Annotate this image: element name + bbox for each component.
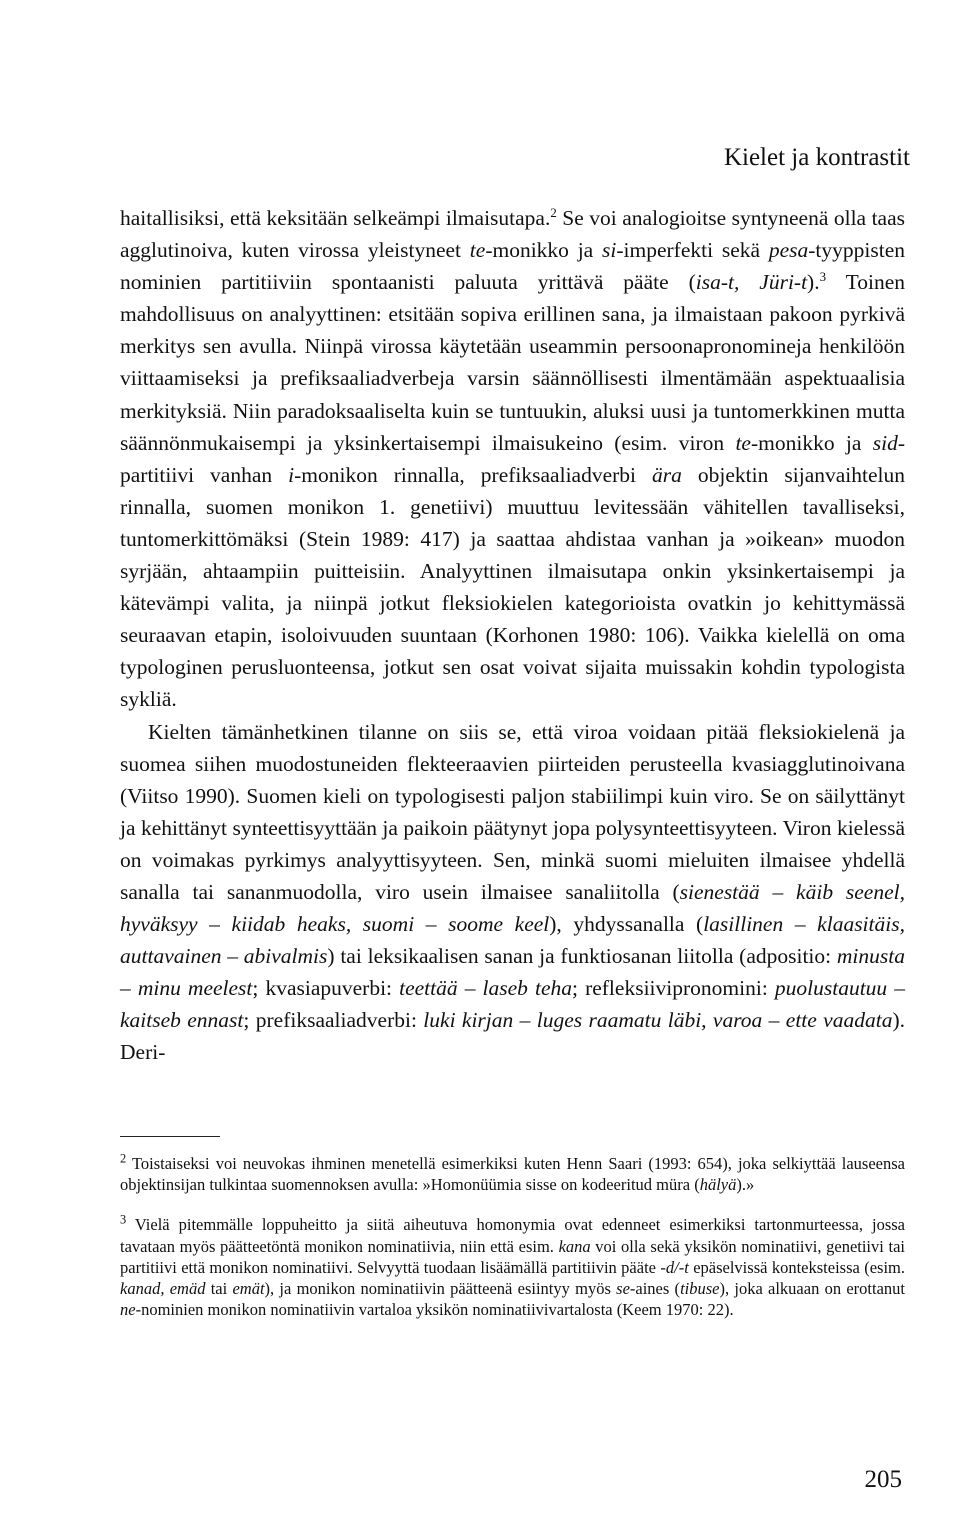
body-text xyxy=(120,202,905,1069)
italic-term: teettää – laseb teha xyxy=(399,976,573,1001)
text-span: ). xyxy=(807,270,820,295)
text-span: Kielten tämänhetkinen tilanne on siis se, että viroa voidaan pitää fleksiokielenä ja suomea siihen muodostuneiden flekteeraavien piirteiden perusteella kvasiagglutinoivana (Viitso 1990). Suomen kieli on typologisesti paljon stabiilimpi kuin viro. Se on säilyttänyt ja kehittänyt synteettisyyttään ja paikoin päätynyt jopa polysynteettisyyteen. Viron kielessä on voimakas pyrkimys analyyttisyyteen. Sen, minkä suomi mieluiten ilmaisee yhdellä sanalla tai sananmuodolla, viro usein ilmaisee sanaliitolla ( xyxy=(120,719,905,904)
text-span: ), yhdyssanalla ( xyxy=(549,912,704,937)
text-span: ) tai leksikaalisen sanan ja funktiosanan liitolla (adpositio: xyxy=(327,944,837,969)
text-span: ). Deri- xyxy=(120,1008,905,1065)
text-span: ), joka alkuaan on erottanut xyxy=(719,1279,905,1299)
text-span: Vielä pitemmälle loppuheitto ja siitä aiheutuva homonymia ovat edenneet esimerkiksi tartonmurteessa, jossa tavataan myös päätteetöntä monikon nominatiivia, niin että esim. xyxy=(120,1215,905,1256)
italic-term: -d/-t xyxy=(660,1257,689,1277)
text-span: -partitiivi vanhan xyxy=(120,430,906,487)
text-span: Toistaiseksi voi neuvokas ihminen menetellä esimerkiksi kuten Henn Saari (1993: 654), joka selkiyttää lauseensa objektinsijan tulkintaa suomennoksen avulla: »Homonüümia sisse on kodeeritud müra ( xyxy=(120,1154,905,1195)
italic-term: puolustautuu – kaitseb ennast xyxy=(120,976,905,1033)
text-span: -nominien monikon nominatiivin vartaloa yksikön nominatiivivartalosta (Keem 1970: 22). xyxy=(135,1300,734,1320)
footnote xyxy=(120,1153,905,1195)
italic-term: sienestää – käib seenel, hyväksyy – kiidab heaks, suomi – soome keel xyxy=(120,879,905,937)
italic-term: minusta – minu meelest xyxy=(120,944,905,1001)
footnote-number: 3 xyxy=(120,1212,127,1227)
italic-term: luki kirjan – luges raamatu läbi, varoa – ette vaadata xyxy=(423,1008,893,1033)
text-span: ), ja monikon nominatiivin päätteenä esiintyy myös xyxy=(264,1279,617,1299)
italic-term: ära xyxy=(652,462,682,487)
running-header: Kielet ja kontrastit xyxy=(723,144,910,171)
footnote-ref: 2 xyxy=(550,205,557,220)
text-span: haitallisiksi, että keksitään selkeämpi ilmaisutapa. xyxy=(120,206,551,230)
page-number: 205 xyxy=(864,1466,902,1493)
text-span: ).» xyxy=(736,1175,755,1195)
italic-term: hälyä xyxy=(699,1175,737,1195)
footnote-number: 2 xyxy=(120,1151,127,1166)
italic-term: te xyxy=(735,430,751,455)
text-span: epäselvissä konteksteissa (esim. xyxy=(688,1257,905,1277)
italic-term: pesa xyxy=(768,238,809,263)
italic-term: ne xyxy=(120,1300,136,1320)
footnote-ref: 3 xyxy=(819,270,827,285)
text-span: -aines ( xyxy=(629,1279,681,1299)
footnotes xyxy=(120,1153,905,1339)
text-span: voi olla sekä yksikön nominatiivi, genetiivi tai partitiivi että monikon nominatiivi. Selvyyttä tuodaan lisäämällä partitiivin pääte xyxy=(120,1236,905,1277)
italic-term: kanad, emäd xyxy=(120,1279,206,1299)
italic-term: lasillinen – klaasitäis, auttavainen – abivalmis xyxy=(120,912,905,969)
text-span: ; refleksiivipronomini: xyxy=(572,976,775,1001)
text-span: -monikon rinnalla, prefiksaaliadverbi xyxy=(294,462,653,487)
text-span: ; prefiksaaliadverbi: xyxy=(243,1008,424,1033)
text-span: tai xyxy=(205,1279,233,1299)
text-span: objektin sijanvaihtelun rinnalla, suomen monikon 1. genetiivi) muuttuu levitessään vähitellen tavalliseksi, tuntomerkittömäksi (Stein 1989: 417) ja saattaa ahdistaa vanhan ja »oikean» muodon syrjään, ahtaampiin puitteisiin. Analyyttinen ilmaisutapa onkin yksinkertaisempi ja kätevämpi valita, ja niinpä jotkut fleksiokielen kategorioista ovatkin jo kehittymässä seuraavan etapin, isoloivuuden suuntaan (Korhonen 1980: 106). Vaikka kielellä on oma typologinen perusluonteensa, jotkut sen osat voivat sijaita muissakin kohdin typologista sykliä. xyxy=(120,462,905,712)
italic-term: se xyxy=(616,1279,630,1299)
text-span: Se voi analogioitse syntyneenä olla taas agglutinoiva, kuten virossa yleistyneet xyxy=(120,206,906,263)
text-span: ; kvasiapuverbi: xyxy=(252,976,400,1001)
body-paragraph xyxy=(120,716,905,1069)
italic-term: isa-t, Jüri-t xyxy=(695,270,808,295)
italic-term: te xyxy=(469,238,486,263)
body-paragraph xyxy=(120,202,905,716)
footnote-divider xyxy=(120,1136,220,1137)
italic-term: kana xyxy=(558,1236,591,1256)
footnote xyxy=(120,1214,905,1320)
italic-term: si xyxy=(602,238,617,263)
text-span: -monikko ja xyxy=(485,238,603,263)
text-span: -imperfekti sekä xyxy=(616,238,769,263)
italic-term: sid xyxy=(872,430,898,455)
text-span: -tyyppisten nominien partitiiviin spontaanisti paluuta yrittävä pääte ( xyxy=(120,238,906,295)
italic-term: emät xyxy=(232,1279,265,1299)
text-span: -monikko ja xyxy=(750,430,873,455)
text-span: Toinen mahdollisuus on analyyttinen: etsitään sopiva erillinen sana, ja ilmaistaan pakoon pyrkivä merkitys sen avulla. Niinpä virossa käytetään useammin persoonapronomineja henkilöön viittaamiseksi ja prefiksaaliadverbeja varsin säännöllisesti ilmentämään aspektuaalisia merkityksiä. Niin paradoksaaliselta kuin se tuntuukin, aluksi uusi ja tuntomerkkinen mutta säännönmukaisempi ja yksinkertaisempi ilmaisukeino (esim. viron xyxy=(120,270,905,455)
italic-term: i xyxy=(288,462,295,487)
italic-term: tibuse xyxy=(680,1279,720,1299)
